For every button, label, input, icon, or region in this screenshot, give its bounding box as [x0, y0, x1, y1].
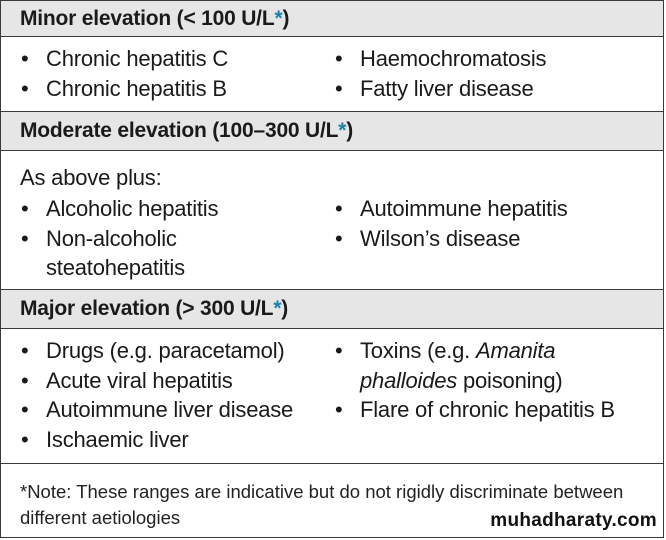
bullet: • — [335, 46, 343, 71]
minor-elevation-heading — [1, 1, 663, 37]
list-item: • Chronic hepatitis B — [20, 74, 228, 104]
list-item: • Haemochromatosis — [334, 44, 546, 74]
list-item: • Toxins (e.g. Amanita — [334, 336, 615, 366]
bullet: • — [21, 75, 29, 101]
major-elevation-heading — [1, 289, 663, 329]
list-item-continuation: phalloides poisoning) — [360, 367, 563, 393]
asterisk: * — [273, 297, 282, 320]
list-item: • Fatty liver disease — [334, 74, 546, 104]
bullet: • — [21, 367, 29, 393]
bullet: • — [21, 338, 29, 363]
list-item: • Alcoholic hepatitis — [20, 194, 218, 224]
list-item: • Drugs (e.g. paracetamol) — [20, 336, 293, 366]
heading-text: Minor elevation (< 100 U/L — [20, 6, 275, 30]
minor-left-list — [20, 44, 228, 103]
heading-text: Major elevation (> 300 U/L — [20, 297, 274, 320]
heading-close: ) — [282, 6, 290, 30]
list-item: • Non-alcoholic — [20, 224, 218, 254]
list-item: • Wilson’s disease — [334, 224, 568, 254]
as-above-plus: As above plus: — [20, 165, 162, 190]
note-divider — [1, 463, 663, 464]
asterisk: * — [274, 6, 283, 30]
bullet: • — [335, 338, 343, 363]
minor-right-list — [334, 44, 546, 103]
footnote-line: *Note: These ranges are indicative but do not rigidly discriminate between — [20, 481, 624, 502]
list-item: • Flare of chronic hepatitis B — [334, 395, 615, 425]
asterisk: * — [338, 119, 347, 142]
list-item: • Ischaemic liver — [20, 425, 293, 455]
bullet: • — [21, 196, 29, 221]
list-item: • Acute viral hepatitis — [20, 366, 293, 396]
bullet: • — [21, 426, 29, 452]
heading-text: Moderate elevation (100–300 U/L — [20, 119, 339, 142]
bullet: • — [335, 225, 343, 251]
moderate-left-list — [20, 194, 218, 283]
watermark: muhadharaty.com — [490, 510, 657, 531]
toxin-name-italic: Amanita — [476, 338, 556, 363]
list-item: • Autoimmune hepatitis — [334, 194, 568, 224]
major-left-list — [20, 336, 293, 454]
bullet: • — [335, 75, 343, 101]
heading-close: ) — [281, 297, 289, 320]
toxin-name-italic: phalloides — [360, 367, 458, 393]
bullet: • — [335, 397, 343, 422]
moderate-right-list — [334, 194, 568, 253]
major-right-list — [334, 336, 615, 425]
bullet: • — [21, 397, 29, 422]
list-item-continuation: steatohepatitis — [46, 255, 185, 280]
footnote-line: different aetiologies — [20, 507, 181, 528]
moderate-elevation-heading — [1, 111, 663, 151]
bullet: • — [21, 225, 29, 251]
bullet: • — [335, 196, 343, 221]
heading-close: ) — [346, 119, 354, 142]
bullet: • — [21, 46, 29, 71]
list-item: • Autoimmune liver disease — [20, 395, 293, 425]
list-item: • Chronic hepatitis C — [20, 44, 228, 74]
